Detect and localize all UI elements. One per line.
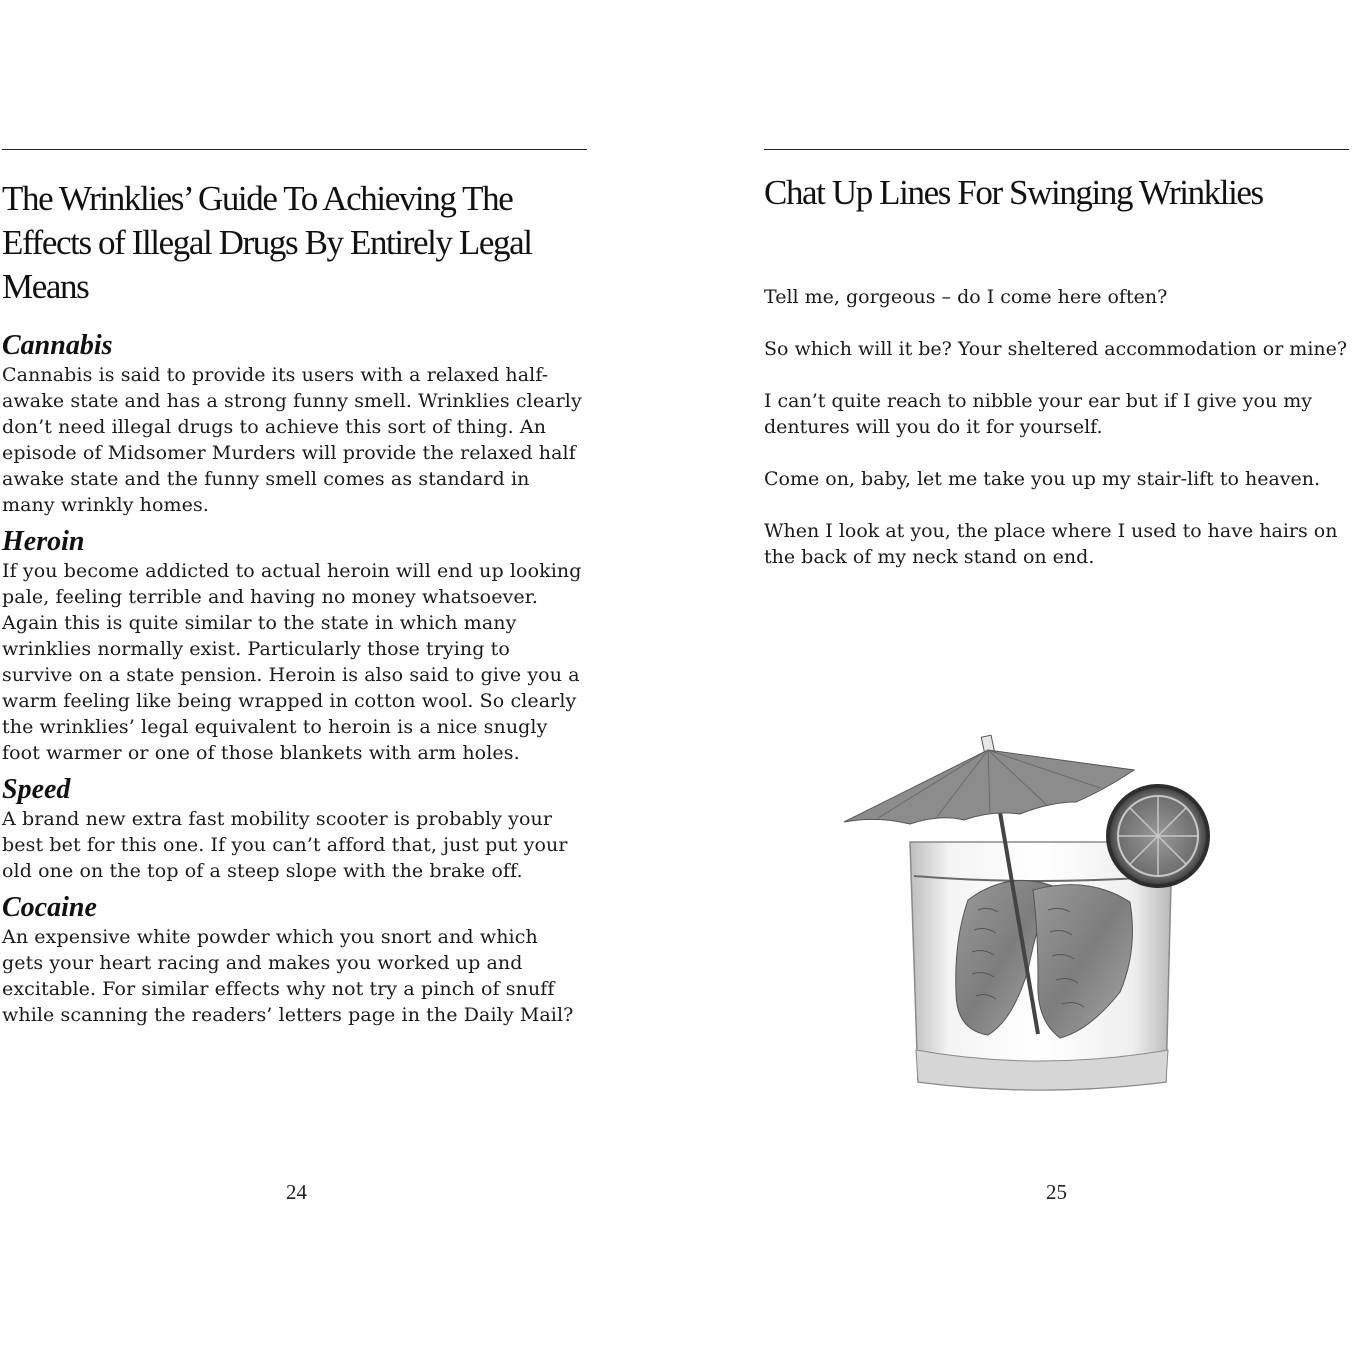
section-title: Cannabis xyxy=(2,330,113,361)
page-heading: Chat Up Lines For Swinging Wrinklies xyxy=(764,173,1263,212)
top-rule xyxy=(764,149,1349,150)
section-cocaine xyxy=(2,892,584,1028)
section-title: Cocaine xyxy=(2,892,97,923)
section-title: Heroin xyxy=(2,526,85,557)
cocktail-dentures-illustration xyxy=(838,730,1228,1100)
section-text: A brand new extra fast mobility scooter is probably your best bet for this one. If you can’t afford that, just put your old one on the top of a steep slope with the brake off. xyxy=(2,808,568,882)
chat-up-line: When I look at you, the place where I used to have hairs on the back of my neck stand on end. xyxy=(764,520,1338,568)
top-rule xyxy=(2,149,587,150)
page-number: 24 xyxy=(286,1180,307,1204)
chat-up-line: Tell me, gorgeous – do I come here often? xyxy=(764,286,1168,308)
chat-up-lines xyxy=(764,284,1350,596)
chat-up-line: I can’t quite reach to nibble your ear but if I give you my dentures will you do it for yourself. xyxy=(764,390,1312,438)
page-number: 25 xyxy=(1046,1180,1067,1204)
section-title: Speed xyxy=(2,774,71,805)
section-list xyxy=(2,330,584,1036)
section-text: An expensive white powder which you snort and which gets your heart racing and makes you worked up and excitable. For similar effects why not try a pinch of snuff while scanning the readers’ letters page in the Daily Mail? xyxy=(2,926,574,1026)
chat-up-line: So which will it be? Your sheltered accommodation or mine? xyxy=(764,338,1348,360)
section-text: Cannabis is said to provide its users with a relaxed half-awake state and has a strong funny smell. Wrinklies clearly don’t need illegal drugs to achieve this sort of thing. An episode of Midsomer Murders will provide the relaxed half awake state and the funny smell comes as standard in many wrinkly homes. xyxy=(2,364,582,516)
section-speed xyxy=(2,774,584,884)
page-heading: The Wrinklies’ Guide To Achieving The Effects of Illegal Drugs By Entirely Legal Means xyxy=(2,179,532,306)
section-heroin xyxy=(2,526,584,766)
section-text: If you become addicted to actual heroin will end up looking pale, feeling terrible and having no money whatsoever. Again this is quite similar to the state in which many wrinklies normally exist. Particularly those trying to survive on a state pension. Heroin is also said to give you a warm feeling like being wrapped in cotton wool. So clearly the wrinklies’ legal equivalent to heroin is a nice snugly foot warmer or one of those blankets with arm holes. xyxy=(2,560,582,764)
section-cannabis xyxy=(2,330,584,518)
chat-up-line: Come on, baby, let me take you up my stair-lift to heaven. xyxy=(764,468,1321,490)
